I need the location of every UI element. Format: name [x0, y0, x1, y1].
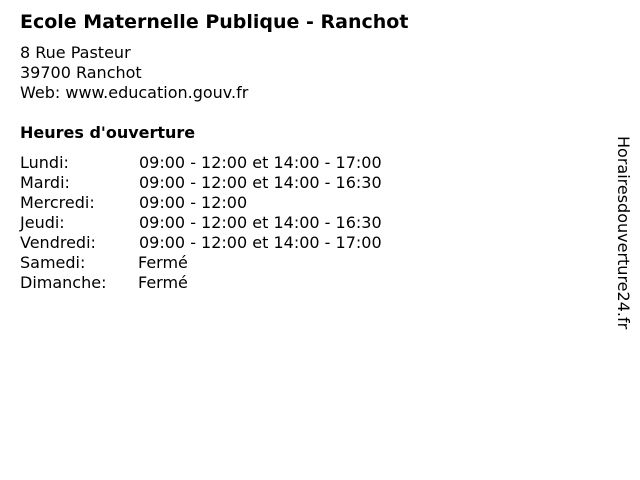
hours-heading: Heures d'ouverture	[20, 123, 196, 142]
day-hours: Fermé	[138, 253, 188, 272]
day-label: Mercredi:	[20, 193, 95, 212]
day-hours: 09:00 - 12:00 et 14:00 - 16:30	[139, 213, 382, 232]
site-brand	[613, 136, 633, 346]
day-label: Jeudi:	[20, 213, 65, 232]
page-title: Ecole Maternelle Publique - Ranchot	[20, 11, 409, 33]
day-label: Samedi:	[20, 253, 86, 272]
day-hours: 09:00 - 12:00 et 14:00 - 17:00	[139, 153, 382, 172]
day-hours: Fermé	[138, 273, 188, 292]
city-address: 39700 Ranchot	[20, 63, 142, 82]
day-label: Vendredi:	[20, 233, 96, 252]
day-label: Lundi:	[20, 153, 69, 172]
day-hours: 09:00 - 12:00 et 14:00 - 16:30	[139, 173, 382, 192]
day-label: Mardi:	[20, 173, 70, 192]
address-block	[20, 43, 248, 103]
day-hours: 09:00 - 12:00 et 14:00 - 17:00	[139, 233, 382, 252]
day-label: Dimanche:	[20, 273, 107, 292]
day-hours: 09:00 - 12:00	[139, 193, 248, 212]
website-link[interactable]: Web: www.education.gouv.fr	[20, 83, 249, 102]
site-brand-text: Horairesdouverture24.fr	[614, 136, 633, 330]
street-address: 8 Rue Pasteur	[20, 43, 131, 62]
